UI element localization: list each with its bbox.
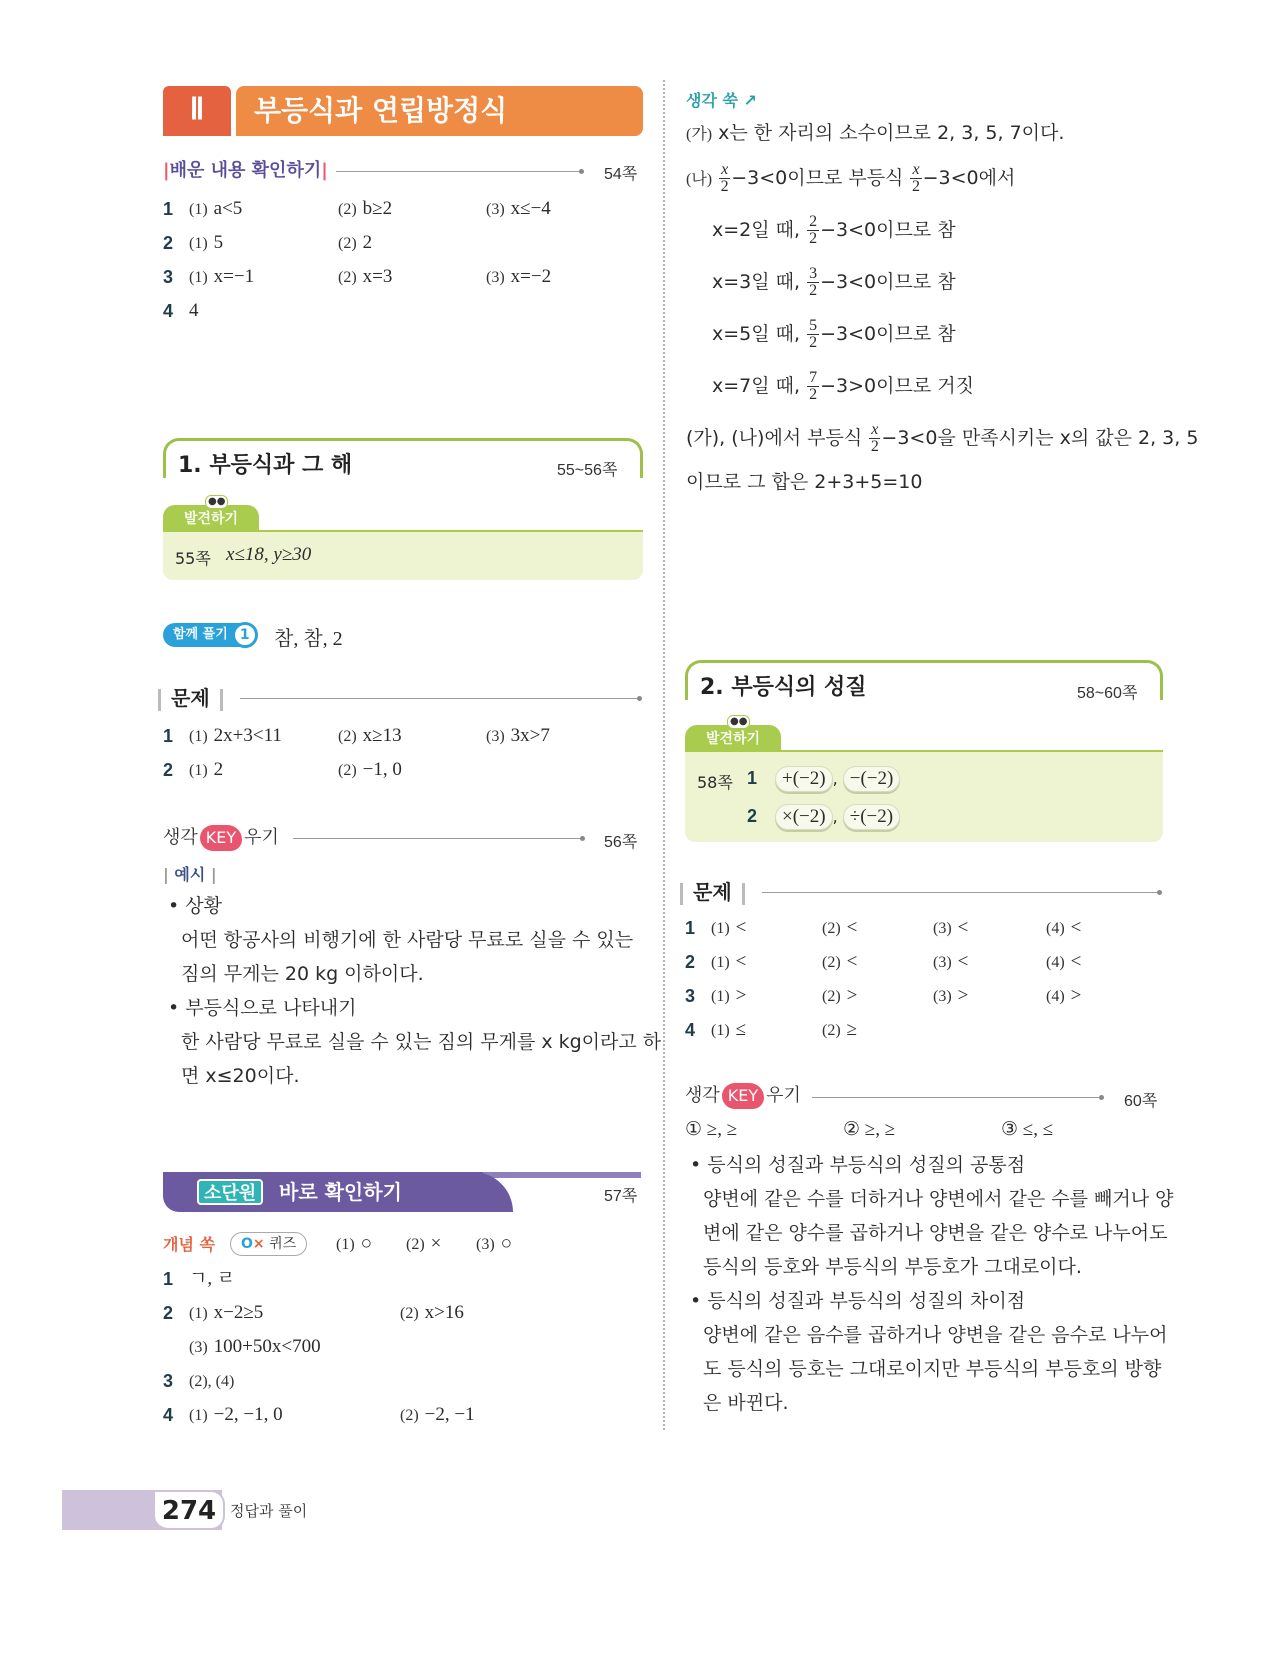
case-line: [712, 214, 956, 247]
conclusion-text: −3<0을 만족시키는 x의 값은 2, 3, 5: [881, 427, 1199, 449]
page-ref: 57쪽: [604, 1188, 638, 1205]
answer-value: <: [1070, 917, 1082, 938]
question-number: 3: [163, 1371, 174, 1391]
question-number: 1: [163, 199, 174, 219]
sub-label: (3): [486, 201, 505, 218]
paragraph-line: 면 x≤20이다.: [181, 1065, 300, 1087]
question-number: 4: [163, 1405, 174, 1425]
paragraph-line: 변에 같은 양수를 곱하거나 양변을 같은 양수로 나누어도: [703, 1222, 1168, 1244]
solution-text: −3<0이므로 부등식: [731, 167, 904, 189]
discover-page: 55쪽: [175, 549, 211, 568]
answer-value: ○: [360, 1233, 373, 1254]
concept-label: 개념 쏙: [163, 1235, 215, 1254]
answer-value: −2, −1: [424, 1404, 475, 1425]
discover-label: 발견하기: [183, 511, 239, 527]
solution-text: x는 한 자리의 소수이므로 2, 3, 5, 7이다.: [718, 122, 1065, 144]
answer-value: <: [735, 917, 747, 938]
answer-value: b≥2: [362, 198, 393, 219]
page-ref: 60쪽: [1124, 1093, 1158, 1110]
answer-value: x=−1: [213, 266, 255, 287]
sub-label: (1): [189, 235, 208, 252]
bullet-title: 부등식으로 나타내기: [185, 997, 357, 1019]
sub-label: (3): [933, 954, 952, 971]
case-result: −3<0이므로 참: [820, 219, 956, 241]
discover-tab: [685, 716, 781, 751]
answer-row: [163, 1401, 643, 1429]
together-label: 함께 풀기: [173, 627, 228, 642]
answer-value: <: [1070, 951, 1082, 972]
example-label: | 예시 |: [163, 865, 217, 884]
divider-line: [762, 892, 1160, 893]
sub-label: (1): [189, 762, 208, 779]
op-pair: ×(−2) , ÷(−2): [775, 804, 900, 830]
conclusion-line: [686, 422, 1198, 455]
bullet-title: 상황: [185, 895, 222, 917]
numerator: 5: [809, 317, 818, 334]
bullet-situation: • 상황: [168, 895, 222, 917]
answer-value: −2, −1, 0: [213, 1404, 283, 1425]
unit-check-banner: [163, 1172, 641, 1212]
problems-label: 문제: [693, 880, 732, 904]
denominator: 2: [912, 178, 921, 195]
numerator: x: [912, 161, 920, 178]
paragraph-line: 어떤 항공사의 비행기에 한 사람당 무료로 실을 수 있는: [181, 929, 634, 951]
answer-value: x>16: [424, 1302, 464, 1323]
sub-label: (3): [189, 1339, 208, 1356]
page-ref: 54쪽: [604, 166, 638, 183]
key-icon: KEY: [200, 825, 242, 851]
review-heading: |배운 내용 확인하기|: [163, 160, 328, 181]
key-heading: [685, 1081, 801, 1111]
think-heading: [686, 88, 757, 111]
op-pair: +(−2) , −(−2): [775, 766, 900, 792]
example-label-text: 예시: [174, 865, 206, 884]
answer-row: [163, 1333, 643, 1361]
answer-value: <: [735, 951, 747, 972]
answer-value: ≥: [846, 1019, 858, 1040]
bullet-title: 등식의 성질과 부등식의 성질의 차이점: [707, 1290, 1026, 1312]
answer-value: 4: [189, 300, 199, 321]
question-number: 2: [163, 233, 174, 253]
question-number: 3: [685, 986, 696, 1006]
question-number: 1: [685, 918, 696, 938]
quiz-answers: [336, 1230, 636, 1258]
denominator: 2: [720, 178, 729, 195]
fraction: [807, 214, 819, 247]
bullet-inequality: • 부등식으로 나타내기: [168, 997, 357, 1019]
case-result: −3<0이므로 참: [820, 323, 956, 345]
sub-label: (3): [486, 269, 505, 286]
question-number: 3: [163, 267, 174, 287]
question-number: 1: [163, 726, 174, 746]
answer-value: x=−2: [510, 266, 552, 287]
numerator: x: [871, 421, 879, 438]
answer-value: ○: [500, 1233, 513, 1254]
sub-label: (1): [711, 988, 730, 1005]
bullet-common: • 등식의 성질과 부등식의 성질의 공통점: [690, 1154, 1026, 1176]
solution-line: [686, 118, 1064, 150]
bar: [680, 883, 683, 905]
op-pill: ×(−2): [775, 804, 833, 830]
eyes-icon: ●●: [727, 715, 750, 729]
paragraph-line: 도 등식의 등호는 그대로이지만 부등식의 부등호의 방향: [703, 1358, 1162, 1380]
sub-label: (1): [189, 1305, 208, 1322]
key-heading: [163, 823, 279, 853]
unit-badge: 소단원: [197, 1179, 263, 1205]
denominator: 2: [809, 334, 818, 351]
fraction: [719, 162, 730, 195]
op-pill: ÷(−2): [843, 804, 900, 830]
question-number: 2: [747, 806, 758, 826]
answer-value: ㄱ, ㄹ: [189, 1268, 236, 1289]
answer-value: x≤−4: [510, 198, 551, 219]
case-result: −3<0이므로 참: [820, 271, 956, 293]
sub-label: (1): [189, 269, 208, 286]
answer-value: >: [957, 985, 969, 1006]
answer-value: ② ≥, ≥: [843, 1119, 896, 1140]
think-heading-text: 생각 쑥: [686, 91, 738, 110]
question-number: 2: [163, 1303, 174, 1323]
bar: [158, 689, 161, 711]
discover-label: 발견하기: [705, 731, 761, 747]
paragraph-line: 양변에 같은 수를 더하거나 양변에서 같은 수를 빼거나 양: [703, 1188, 1174, 1210]
bar: [220, 689, 223, 711]
question-number: 2: [163, 760, 174, 780]
question-number: 2: [685, 952, 696, 972]
sub-label: (2): [338, 235, 357, 252]
op-pill: −(−2): [843, 766, 901, 792]
discover-page: 58쪽: [697, 773, 733, 792]
problems-heading: [680, 878, 755, 906]
sub-label: (1): [711, 954, 730, 971]
problems-label: 문제: [171, 686, 210, 710]
paragraph-line: 짐의 무게는 20 kg 이하이다.: [181, 963, 424, 985]
answer-value: >: [846, 985, 858, 1006]
sub-label: (가): [686, 126, 713, 143]
answer-value: 5: [213, 232, 224, 253]
answer-value: 3x>7: [510, 725, 550, 746]
fraction: [869, 422, 880, 455]
sub-label: (2): [400, 1305, 419, 1322]
answer-value: <: [846, 917, 858, 938]
answer-value: ×: [430, 1233, 442, 1254]
answer-value: a<5: [213, 198, 243, 219]
case-line: [712, 318, 956, 351]
divider-line: [812, 1097, 1102, 1098]
question-number: 4: [685, 1020, 696, 1040]
sub-label: (4): [1046, 954, 1065, 971]
fraction: [807, 370, 819, 403]
denominator: 2: [809, 386, 818, 403]
unit-title: 바로 확인하기: [279, 1180, 402, 1204]
answer-row: [163, 297, 643, 325]
fraction: [807, 318, 819, 351]
answer-value: x≥13: [362, 725, 402, 746]
answer-row: [163, 1367, 643, 1395]
answer-value: 2: [362, 232, 373, 253]
review-heading-text: 배운 내용 확인하기: [169, 160, 322, 181]
chapter-title: 부등식과 연립방정식: [236, 86, 643, 136]
quiz-label: 퀴즈: [269, 1236, 297, 1252]
sub-label: (2): [406, 1236, 425, 1253]
answer-row: [685, 914, 1165, 942]
question-number: 1: [747, 768, 758, 788]
answer-value: (2), (4): [189, 1373, 235, 1390]
answer-value: ≤: [735, 1019, 747, 1040]
topic-title: 1. 부등식과 그 해: [178, 453, 353, 478]
page-ref: 56쪽: [604, 834, 638, 851]
solution-line: [686, 162, 1015, 195]
together-badge: [163, 623, 256, 647]
sub-label: (1): [189, 1407, 208, 1424]
solution-text: −3<0에서: [922, 167, 1016, 189]
answer-value: 100+50x<700: [213, 1336, 321, 1357]
answer-row: [685, 982, 1165, 1010]
conclusion-text: (가), (나)에서 부등식: [686, 427, 863, 449]
answer-value: <: [846, 951, 858, 972]
sub-label: (1): [336, 1236, 355, 1253]
arrow-up-icon: ↗: [743, 91, 757, 110]
problems-heading: [158, 684, 233, 712]
sub-label: (3): [476, 1236, 495, 1253]
sub-label: (1): [711, 920, 730, 937]
fraction: [807, 266, 819, 299]
answer-value: x−2≥5: [213, 1302, 264, 1323]
topic-title: 2. 부등식의 성질: [700, 675, 867, 700]
sub-label: (2): [338, 269, 357, 286]
divider-line: [240, 698, 640, 699]
answer-row: [163, 1265, 643, 1293]
denominator: 2: [809, 230, 818, 247]
o-icon: O: [241, 1236, 253, 1252]
sub-label: (2): [338, 728, 357, 745]
denominator: 2: [870, 438, 879, 455]
answer-row: [163, 229, 643, 257]
ox-quiz-badge: [230, 1232, 307, 1256]
divider-line: [336, 171, 582, 172]
bullet-title: 등식의 성질과 부등식의 성질의 공통점: [707, 1154, 1026, 1176]
together-answer: 참, 참, 2: [274, 628, 343, 650]
answer-row: [685, 948, 1165, 976]
question-number: 1: [163, 1269, 174, 1289]
column-divider: [663, 80, 665, 1430]
case-line: [712, 370, 974, 403]
sub-label: (3): [486, 728, 505, 745]
answer-row: [685, 1016, 1165, 1044]
page-ref: 55~56쪽: [557, 462, 618, 479]
case-line: [712, 266, 956, 299]
answer-value: <: [957, 951, 969, 972]
answer-value: ① ≥, ≥: [685, 1119, 738, 1140]
numerator: x: [721, 161, 729, 178]
sub-label: (4): [1046, 988, 1065, 1005]
answer-value: x=3: [362, 266, 393, 287]
divider-line: [293, 838, 583, 839]
case-x: x=2일 때,: [712, 219, 801, 241]
numerator: 7: [809, 369, 818, 386]
case-x: x=5일 때,: [712, 323, 801, 345]
answer-value: >: [1070, 985, 1082, 1006]
key-icon: KEY: [722, 1083, 764, 1109]
page-number: 274: [155, 1490, 225, 1530]
case-result: −3>0이므로 거짓: [820, 375, 974, 397]
question-number: 4: [163, 301, 174, 321]
answer-value: −1, 0: [362, 759, 402, 780]
x-icon: ×: [252, 1236, 265, 1252]
sub-label: (1): [711, 1022, 730, 1039]
eyes-icon: ●●: [205, 495, 228, 509]
footer-label: 정답과 풀이: [230, 1502, 308, 1520]
bullet-difference: • 등식의 성질과 부등식의 성질의 차이점: [690, 1290, 1026, 1312]
numerator: 3: [809, 265, 818, 282]
case-x: x=3일 때,: [712, 271, 801, 293]
sub-label: (3): [933, 920, 952, 937]
discover-tab: [163, 496, 259, 531]
paragraph-line: 한 사람당 무료로 실을 수 있는 짐의 무게를 x kg이라고 하: [181, 1031, 662, 1053]
conclusion-line: 이므로 그 합은 2+3+5=10: [686, 471, 923, 493]
answer-value: 2x+3<11: [213, 725, 282, 746]
banner-slope: [453, 1172, 513, 1212]
sub-label: (2): [338, 762, 357, 779]
answer-row: [163, 1299, 643, 1327]
together-number: 1: [232, 622, 258, 648]
answer-row: [163, 756, 643, 784]
sub-label: (2): [822, 1022, 841, 1039]
sub-label: (3): [933, 988, 952, 1005]
key-suffix: 우기: [244, 827, 279, 848]
paragraph-line: 등식의 등호와 부등식의 부등호가 그대로이다.: [703, 1256, 1082, 1278]
op-pill: +(−2): [775, 766, 833, 792]
sub-label: (1): [189, 201, 208, 218]
key-answers: [685, 1116, 1165, 1144]
answer-value: 2: [213, 759, 224, 780]
case-x: x=7일 때,: [712, 375, 801, 397]
key-prefix: 생각: [163, 827, 198, 848]
numerator: 2: [809, 213, 818, 230]
paragraph-line: 은 바뀐다.: [703, 1392, 789, 1414]
sub-label: (1): [189, 728, 208, 745]
answer-row: [163, 722, 643, 750]
answer-value: <: [957, 917, 969, 938]
discover-answer: x≤18, y≥30: [226, 544, 312, 565]
answer-value: ③ ≤, ≤: [1001, 1119, 1054, 1140]
denominator: 2: [809, 282, 818, 299]
discover-box: [685, 750, 1163, 842]
paragraph-line: 양변에 같은 음수를 곱하거나 양변을 같은 음수로 나누어: [703, 1324, 1168, 1346]
key-suffix: 우기: [766, 1085, 801, 1106]
answer-row: [163, 195, 643, 223]
sub-label: (2): [338, 201, 357, 218]
answer-row: [163, 263, 643, 291]
key-prefix: 생각: [685, 1085, 720, 1106]
sub-label: (2): [822, 920, 841, 937]
chapter-number: Ⅱ: [163, 86, 231, 136]
sub-label: (2): [822, 954, 841, 971]
bar: [742, 883, 745, 905]
sub-label: (4): [1046, 920, 1065, 937]
sub-label: (나): [686, 171, 713, 188]
page-ref: 58~60쪽: [1077, 685, 1138, 702]
sub-label: (2): [400, 1407, 419, 1424]
fraction: [910, 162, 921, 195]
sub-label: (2): [822, 988, 841, 1005]
answer-value: >: [735, 985, 747, 1006]
discover-box: [163, 530, 643, 580]
